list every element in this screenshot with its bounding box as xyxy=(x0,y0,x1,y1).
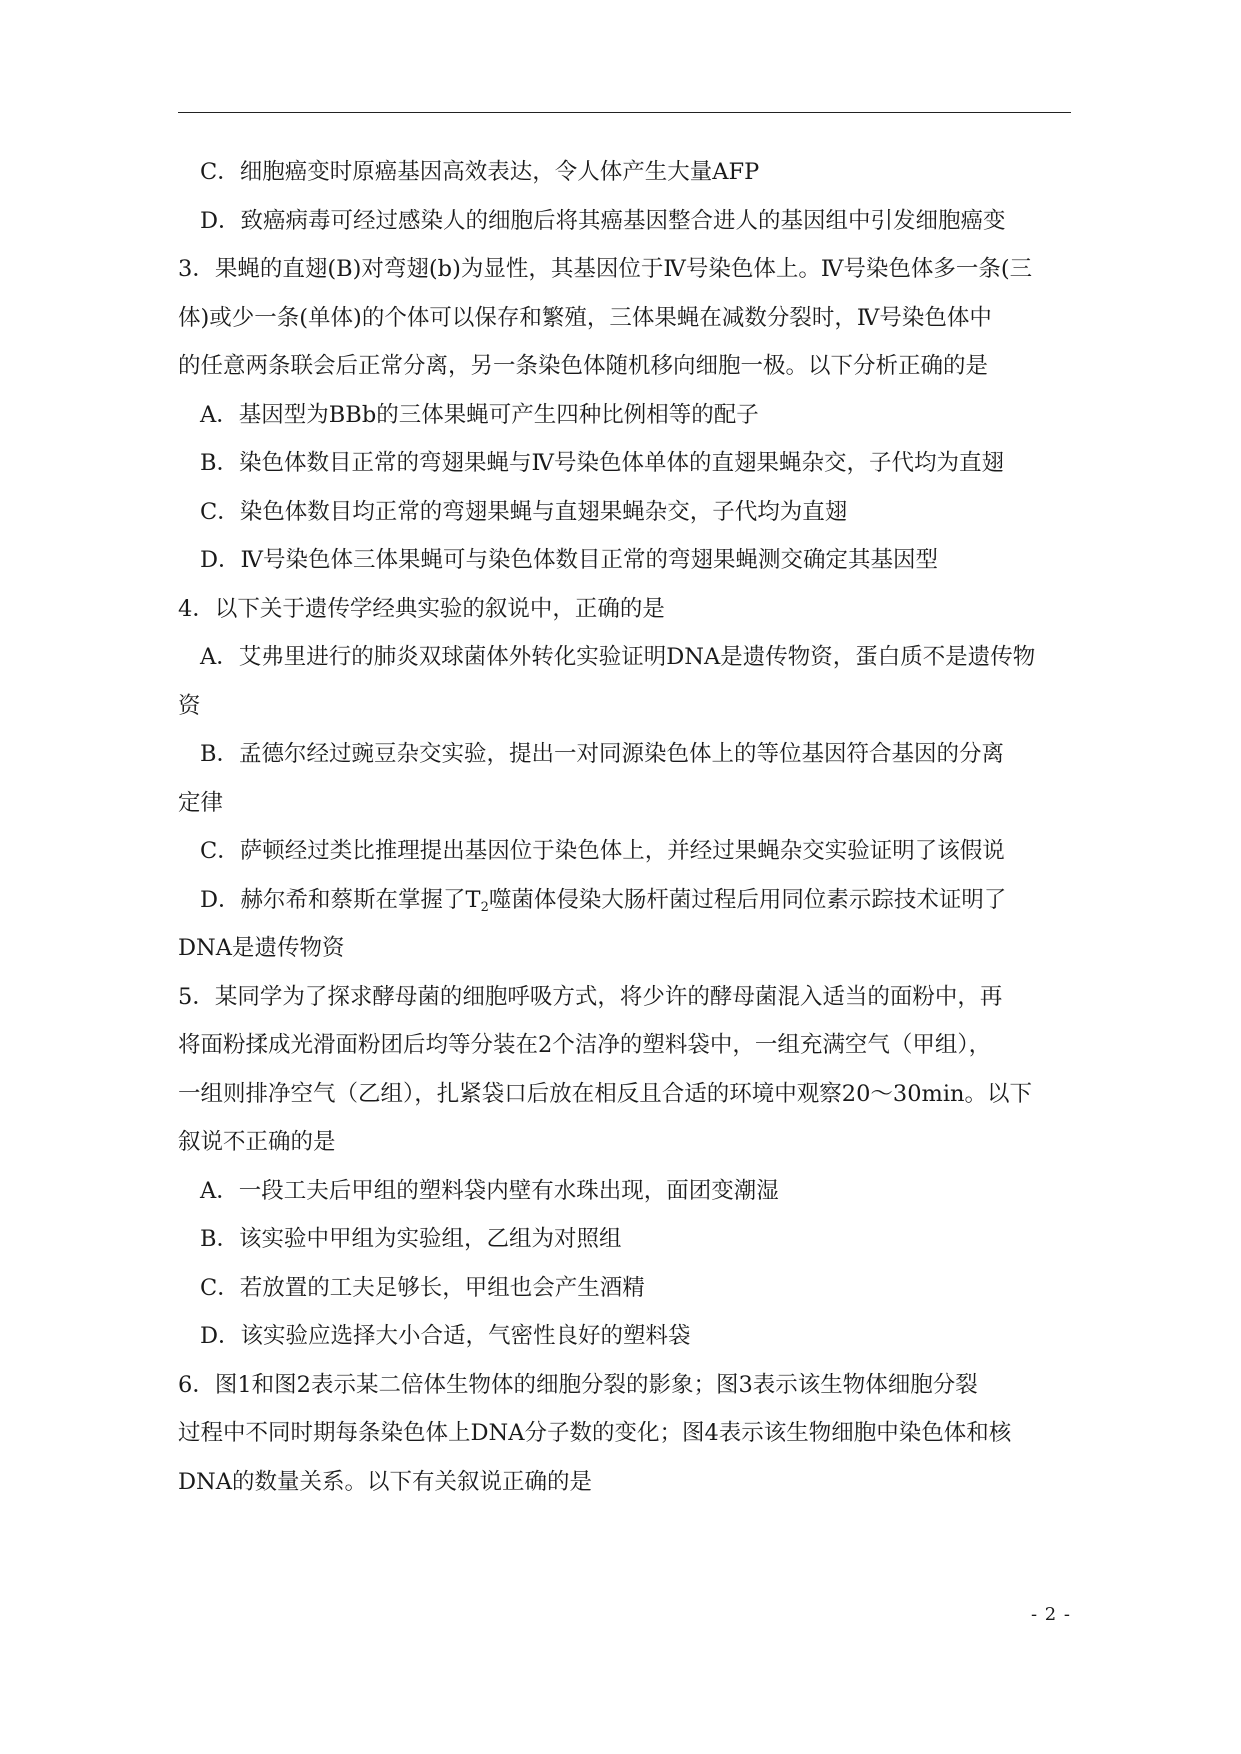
q6-stem-line-3: DNA的数量关系。以下有关叙说正确的是 xyxy=(178,1468,592,1495)
q4-option-d-line-2: DNA是遗传物资 xyxy=(178,935,345,961)
q4-option-d-pre: D．赫尔希和蔡斯在掌握了T xyxy=(200,886,481,913)
q3-option-a: A．基因型为BBb的三体果蝇可产生四种比例相等的配子 xyxy=(200,401,759,428)
header-rule xyxy=(178,112,1071,113)
q4-option-a-line-1: A．艾弗里进行的肺炎双球菌体外转化实验证明DNA是遗传物资，蛋白质不是遗传物 xyxy=(200,644,1036,670)
q3-option-b: B．染色体数目正常的弯翅果蝇与Ⅳ号染色体单体的直翅果蝇杂交，子代均为直翅 xyxy=(200,450,1005,476)
q5-option-b: B．该实验中甲组为实验组，乙组为对照组 xyxy=(200,1226,622,1252)
q2-option-c: C．细胞癌变时原癌基因高效表达，令人体产生大量AFP xyxy=(200,159,760,185)
q5-stem-line-2: 将面粉揉成光滑面粉团后均等分装在2个洁净的塑料袋中，一组充满空气（甲组）， xyxy=(178,1032,992,1058)
q4-option-d-subscript: 2 xyxy=(480,899,489,915)
document-body xyxy=(178,148,1103,1506)
q3-stem-line-3: 的任意两条联会后正常分离，另一条染色体随机移向细胞一极。以下分析正确的是 xyxy=(178,353,989,379)
q3-option-d: D．Ⅳ号染色体三体果蝇可与染色体数目正常的弯翅果蝇测交确定其基因型 xyxy=(200,547,939,573)
q5-stem-line-4: 叙说不正确的是 xyxy=(178,1129,336,1155)
q4-option-a-line-2: 资 xyxy=(178,692,201,719)
q3-stem-line-1: 3．果蝇的直翅(B)对弯翅(b)为显性，其基因位于Ⅳ号染色体上。Ⅳ号染色体多一条(三 xyxy=(178,256,1033,282)
q3-stem-line-2: 体)或少一条(单体)的个体可以保存和繁殖，三体果蝇在减数分裂时，Ⅳ号染色体中 xyxy=(178,304,992,331)
q3-option-c: C．染色体数目均正常的弯翅果蝇与直翅果蝇杂交，子代均为直翅 xyxy=(200,498,848,525)
q4-option-d-line-1 xyxy=(178,876,1103,925)
q4-option-b-line-1: B．孟德尔经过豌豆杂交实验，提出一对同源染色体上的等位基因符合基因的分离 xyxy=(200,741,1005,767)
q6-stem-line-2: 过程中不同时期每条染色体上DNA分子数的变化；图4表示该生物细胞中染色体和核 xyxy=(178,1420,1012,1446)
q5-stem-line-3: 一组则排净空气（乙组），扎紧袋口后放在相反且合适的环境中观察20～30min。以下 xyxy=(178,1080,1033,1107)
page-number: - 2 - xyxy=(1030,1604,1071,1625)
q5-stem-line-1: 5．某同学为了探求酵母菌的细胞呼吸方式，将少许的酵母菌混入适当的面粉中，再 xyxy=(178,983,1003,1010)
q4-option-b-line-2: 定律 xyxy=(178,789,224,816)
q5-option-a: A．一段工夫后甲组的塑料袋内壁有水珠出现，面团变潮湿 xyxy=(200,1177,779,1204)
q4-option-c: C．萨顿经过类比推理提出基因位于染色体上，并经过果蝇杂交实验证明了该假说 xyxy=(200,838,1005,864)
q4-option-d-post: 噬菌体侵染大肠杆菌过程后用同位素示踪技术证明了 xyxy=(488,886,1007,913)
q5-option-c: C．若放置的工夫足够长，甲组也会产生酒精 xyxy=(200,1274,645,1301)
q4-stem: 4．以下关于遗传学经典实验的叙说中，正确的是 xyxy=(178,595,665,622)
q5-option-d: D．该实验应选择大小合适，气密性良好的塑料袋 xyxy=(200,1323,691,1349)
q2-option-d: D．致癌病毒可经过感染人的细胞后将其癌基因整合进人的基因组中引发细胞癌变 xyxy=(200,207,1006,234)
q6-stem-line-1: 6．图1和图2表示某二倍体生物体的细胞分裂的影象；图3表示该生物体细胞分裂 xyxy=(178,1371,978,1398)
